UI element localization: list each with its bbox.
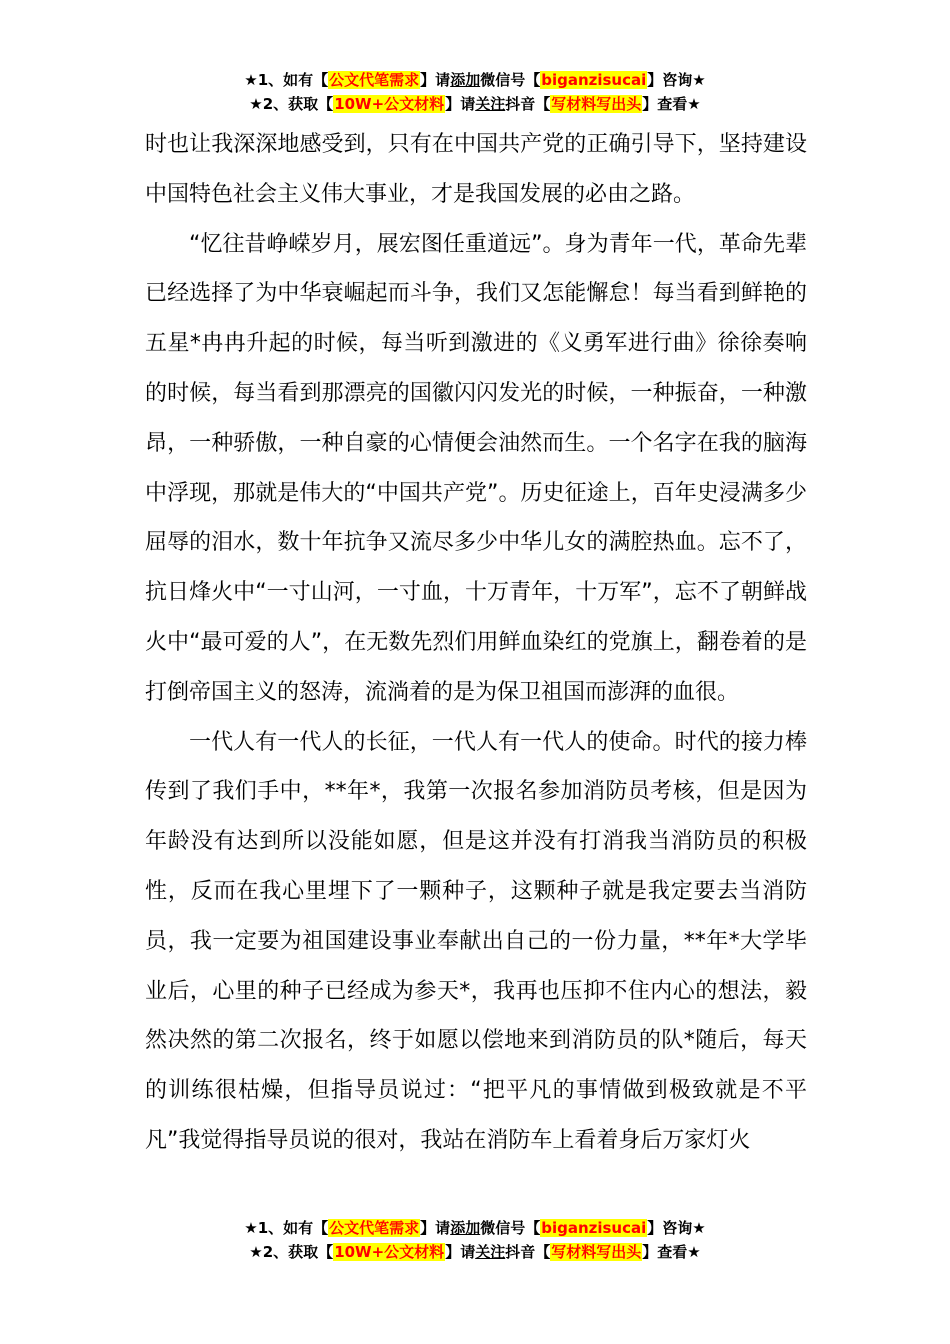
banner-text: 】请 (420, 1219, 451, 1237)
document-body (145, 120, 807, 1166)
banner-highlight: 公文代笔需求 (329, 1219, 420, 1237)
banner-underline: 添加 (450, 1219, 481, 1237)
banner-highlight: 10W+公文材料 (334, 1243, 445, 1261)
banner-line-1 (0, 68, 950, 92)
banner-text: 】请 (420, 71, 451, 89)
banner-text: 抖音【 (505, 1243, 551, 1261)
paragraph-3: 一代人有一代人的长征，一代人有一代人的使命。时代的接力棒传到了我们手中，**年*，我第一次报名参加消防员考核，但是因为年龄没有达到所以没能如愿，但是这并没有打消我当消防员的积极性，反而在我心里埋下了一颗种子，这颗种子就是我定要去当消防员，我一定要为祖国建设事业奉献出自己的一份力量，**年*大学毕业后，心里的种子已经成为参天*，我再也压抑不住内心的想法，毅然决然的第二次报名，终于如愿以偿地来到消防员的队*随后，每天的训练很枯燥，但指导员说过：“把平凡的事情做到极致就是不平凡”我觉得指导员说的很对，我站在消防车上看着身后万家灯火 (145, 729, 807, 1153)
banner-text: 】请 (445, 1243, 476, 1261)
banner-text: 微信号【 (480, 71, 541, 89)
banner-highlight: biganzisucai (541, 1219, 647, 1237)
banner-text: ★2、获取【 (249, 1243, 334, 1261)
banner-highlight: 写材料写出头 (551, 1243, 642, 1261)
banner-text: 】咨询★ (647, 71, 706, 89)
banner-text: 】查看★ (642, 1243, 701, 1261)
banner-line-2 (0, 92, 950, 116)
banner-highlight: 写材料写出头 (551, 95, 642, 113)
banner-underline: 关注 (475, 1243, 506, 1261)
banner-text: 抖音【 (505, 95, 551, 113)
footer-banner (0, 1216, 950, 1264)
banner-text: 】咨询★ (647, 1219, 706, 1237)
paragraph-1: 时也让我深深地感受到，只有在中国共产党的正确引导下，坚持建设中国特色社会主义伟大事业，才是我国发展的必由之路。 (145, 132, 807, 207)
banner-text: ★2、获取【 (249, 95, 334, 113)
banner-line-1 (0, 1216, 950, 1240)
banner-text: 】请 (445, 95, 476, 113)
paragraph-2: “忆往昔峥嵘岁月，展宏图任重道远”。身为青年一代，革命先辈已经选择了为中华衰崛起而斗争，我们又怎能懈怠！每当看到鲜艳的五星*冉冉升起的时候，每当听到激进的《义勇军进行曲》徐徐奏响的时候，每当看到那漂亮的国徽闪闪发光的时候，一种振奋，一种激昂，一种骄傲，一种自豪的心情便会油然而生。一个名字在我的脑海中浮现，那就是伟大的“中国共产党”。历史征途上，百年史浸满多少屈辱的泪水，数十年抗争又流尽多少中华儿女的满腔热血。忘不了，抗日烽火中“一寸山河，一寸血，十万青年，十万军”，忘不了朝鲜战火中“最可爱的人”，在无数先烈们用鲜血染红的党旗上，翻卷着的是打倒帝国主义的怒涛，流淌着的是为保卫祖国而澎湃的血很。 (145, 231, 807, 705)
banner-text: 】查看★ (642, 95, 701, 113)
banner-highlight: 公文代笔需求 (329, 71, 420, 89)
banner-text: ★1、如有【 (244, 71, 329, 89)
banner-underline: 添加 (450, 71, 481, 89)
banner-highlight: 10W+公文材料 (334, 95, 445, 113)
banner-underline: 关注 (475, 95, 506, 113)
banner-line-2 (0, 1240, 950, 1264)
banner-text: ★1、如有【 (244, 1219, 329, 1237)
banner-highlight: biganzisucai (541, 71, 647, 89)
banner-text: 微信号【 (480, 1219, 541, 1237)
header-banner (0, 68, 950, 116)
